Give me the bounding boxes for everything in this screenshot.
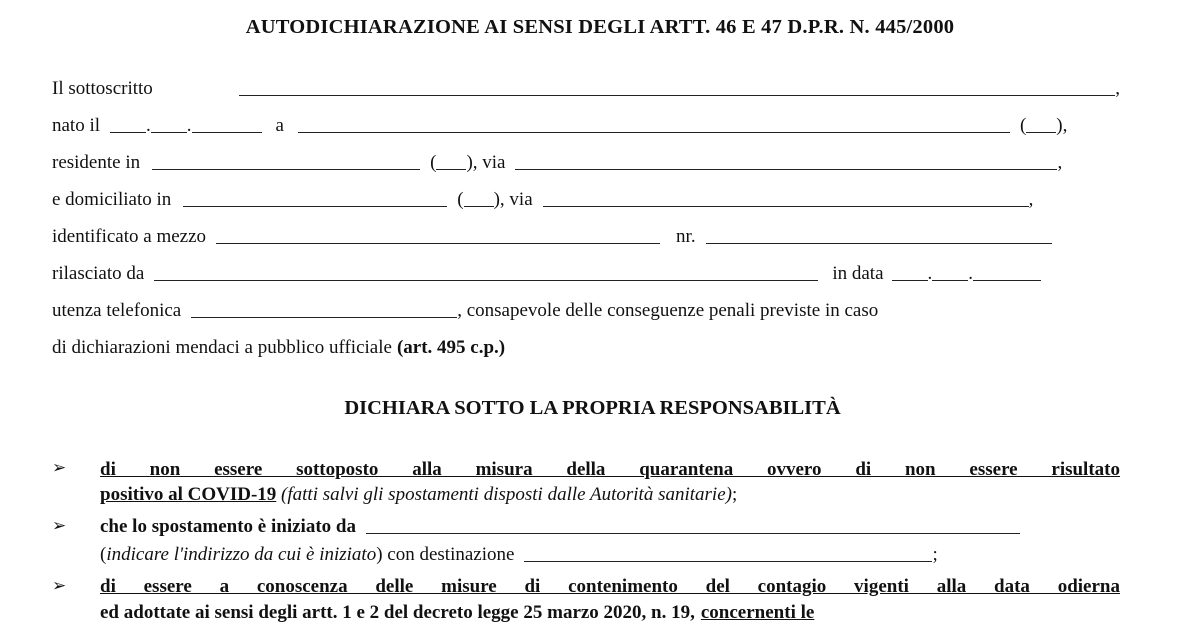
bullet-arrow-icon: ➢ [52, 576, 67, 595]
field-birth-month[interactable] [151, 132, 187, 133]
field-issue-month[interactable] [932, 280, 968, 281]
label-a: a [275, 115, 284, 136]
field-issue-day[interactable] [892, 280, 928, 281]
label-via: ), via [466, 152, 506, 173]
comma: , [1057, 152, 1063, 173]
comma: , [1115, 78, 1120, 99]
field-departure-address[interactable] [366, 533, 1020, 534]
field-birth-day[interactable] [110, 132, 146, 133]
bullet-departure-line2 [100, 540, 1120, 566]
label-rilasciato-da: rilasciato da [52, 263, 145, 284]
bullet-quarantine-line2 [100, 480, 1120, 506]
containment-statement: di essere a conoscenza delle misure di contenimento del contagio vigenti alla data odierna [100, 576, 1120, 597]
form-row-identification [52, 222, 1120, 248]
field-phone[interactable] [191, 317, 457, 318]
bullet-arrow-icon: ➢ [52, 516, 67, 535]
semicolon: ; [932, 544, 938, 565]
bullet-quarantine-line1 [100, 455, 1120, 481]
dot: . [186, 115, 192, 136]
field-issue-year[interactable] [973, 280, 1041, 281]
form-row-domicile [52, 185, 1120, 211]
paren-open: ( [1019, 115, 1027, 136]
form-row-issued [52, 259, 1120, 285]
semicolon: ; [731, 484, 738, 505]
field-domicile-street[interactable] [543, 206, 1029, 207]
bullet-arrow-icon: ➢ [52, 458, 67, 477]
field-id-number[interactable] [706, 243, 1052, 244]
label-residente-in: residente in [52, 152, 141, 173]
field-residence-street[interactable] [515, 169, 1057, 170]
health-authority-note: (fatti salvi gli spostamenti disposti dalle Autorità sanitarie) [276, 484, 732, 505]
form-row-phone [52, 296, 1120, 322]
field-issued-by[interactable] [154, 280, 818, 281]
form-row-penalty [52, 333, 1120, 359]
field-birth-year[interactable] [192, 132, 262, 133]
consapevole-text: , consapevole delle conseguenze penali previste in caso [457, 300, 879, 321]
bullet-containment-line2 [100, 598, 1120, 624]
field-name[interactable] [239, 95, 1115, 96]
field-birth-province[interactable] [1026, 132, 1056, 133]
paren-open: ( [457, 189, 464, 210]
form-row-birth [52, 111, 1120, 137]
paren-open: ( [430, 152, 437, 173]
article-reference: (art. 495 c.p.) [396, 337, 506, 358]
covid-positive-text: positivo al COVID-19 [100, 484, 277, 505]
label-via: ), via [493, 189, 533, 210]
label-sottoscritto: Il sottoscritto [52, 78, 153, 99]
paren-open: ( [100, 544, 107, 565]
field-birth-place[interactable] [298, 132, 1010, 133]
destination-label: ) con destinazione [376, 544, 515, 565]
mendaci-text: di dichiarazioni mendaci a pubblico ufficiale [52, 337, 392, 358]
field-destination[interactable] [524, 561, 932, 562]
departure-instruction: indicare l'indirizzo da cui è iniziato [106, 544, 377, 565]
declaration-heading: DICHIARA SOTTO LA PROPRIA RESPONSABILITÀ [344, 397, 841, 419]
bullet-containment-line1 [100, 572, 1120, 598]
comma: , [1028, 189, 1034, 210]
quarantine-statement: di non essere sottoposto alla misura della quarantena ovvero di non essere risultato [100, 459, 1120, 480]
dot: . [968, 263, 974, 284]
field-id-document[interactable] [216, 243, 660, 244]
label-in-data: in data [832, 263, 884, 284]
label-utenza-telefonica: utenza telefonica [52, 300, 182, 321]
concernenti-text: concernenti le [700, 602, 815, 623]
form-row-name [52, 74, 1120, 100]
decree-reference: ed adottate ai sensi degli artt. 1 e 2 del decreto legge 25 marzo 2020, n. 19, [100, 602, 695, 623]
label-identificato: identificato a mezzo [52, 226, 207, 247]
dot: . [927, 263, 933, 284]
field-residence-city[interactable] [152, 169, 420, 170]
bullet-departure-line1 [100, 512, 1120, 538]
form-row-residence [52, 148, 1120, 174]
field-domicile-city[interactable] [183, 206, 447, 207]
label-nato-il: nato il [52, 115, 101, 136]
label-nr: nr. [676, 226, 696, 247]
field-residence-province[interactable] [436, 169, 466, 170]
document-title: AUTODICHIARAZIONE AI SENSI DEGLI ARTT. 46 E 47 D.P.R. N. 445/2000 [245, 16, 955, 38]
paren-close: ), [1056, 115, 1068, 136]
label-domiciliato-in: e domiciliato in [52, 189, 172, 210]
departure-label: che lo spostamento è iniziato da [100, 516, 356, 537]
dot: . [146, 115, 151, 136]
field-domicile-province[interactable] [464, 206, 494, 207]
